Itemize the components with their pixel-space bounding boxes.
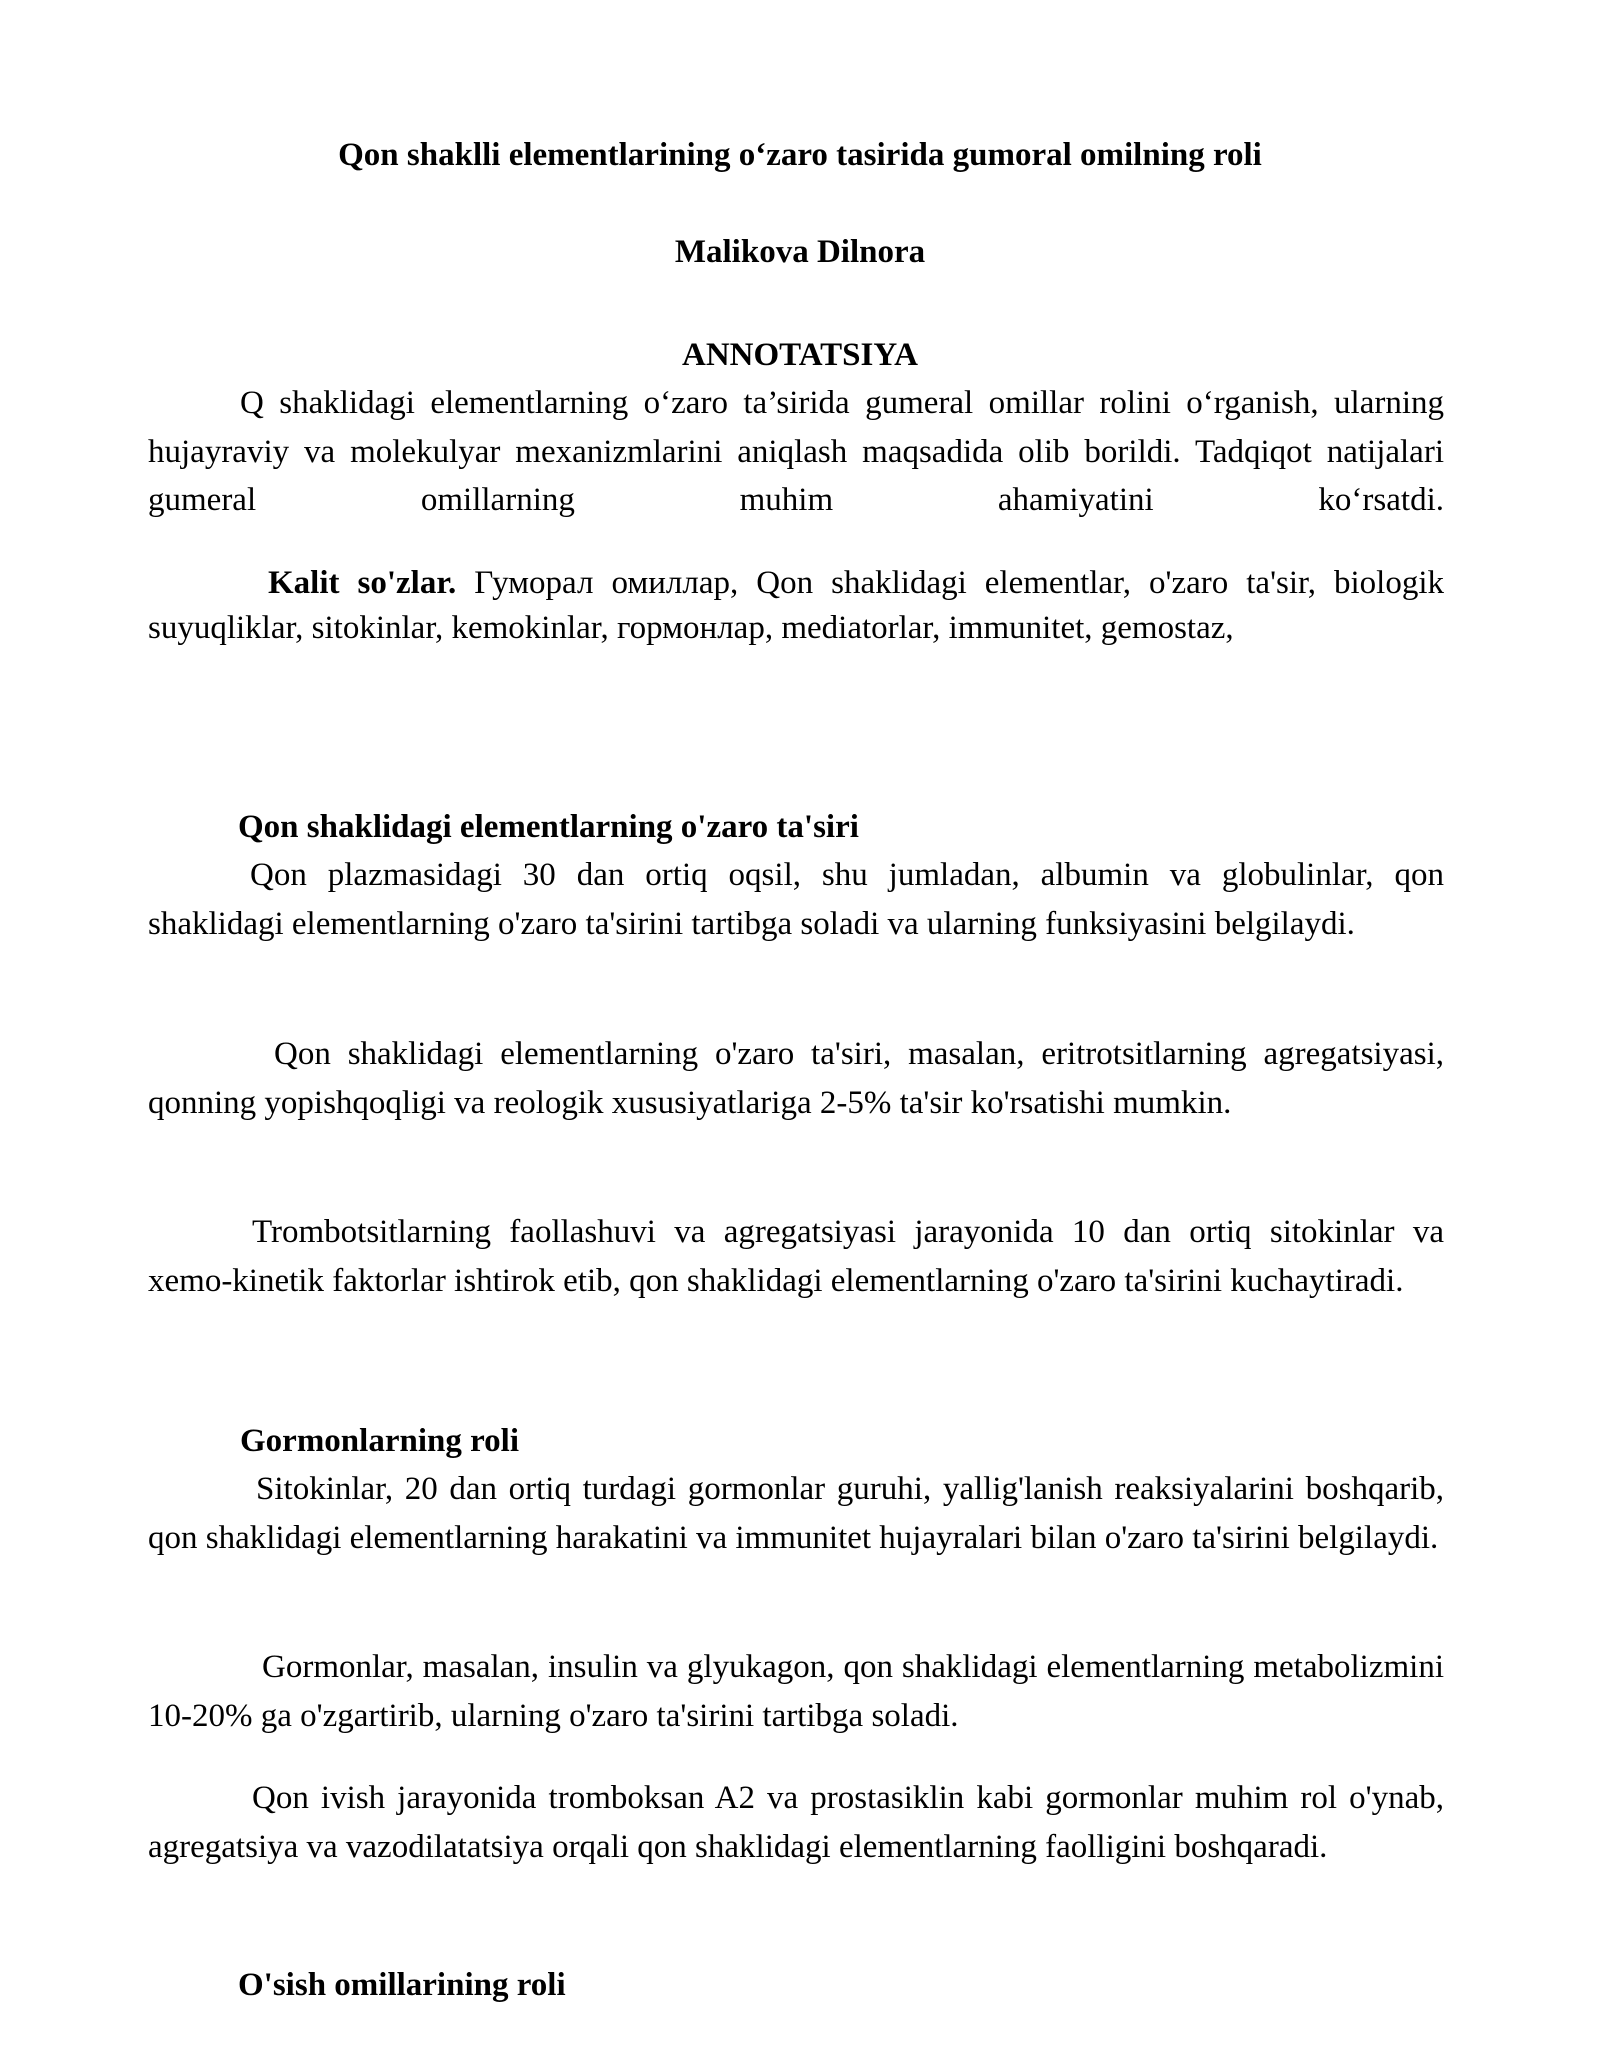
annotation-heading: ANNOTATSIYA — [682, 337, 918, 373]
section-paragraph: Gormonlar, masalan, insulin va glyukagon, qon shaklidagi elementlarning metabolizmini 10-20% ga o'zgartirib, ularning o'zaro ta'sirini tartibga soladi. — [148, 1649, 1444, 1734]
section-paragraph: Qon plazmasidagi 30 dan ortiq oqsil, shu jumladan, albumin va globulinlar, qon shaklidagi elementlarning o'zaro ta'sirini tartibga soladi va ularning funksiyasini belgilaydi. — [148, 857, 1444, 942]
annotation-text: Q shaklidagi elementlarning o‘zaro ta’sirida gumeral omillar rolini o‘rganish, ularning hujayraviy va molekulyar mexanizmlarini aniqlash maqsadida olib borildi. Tadqiqot natijalari gumeral omillarning muhim ahamiyatini ko‘rsatdi. — [148, 385, 1444, 518]
section-heading: Gormonlarning roli — [240, 1423, 519, 1459]
section-paragraph: Qon shaklidagi elementlarning o'zaro ta'siri, masalan, eritrotsitlarning agregatsiyasi, qonning yopishqoqligi va reologik xususiyatlariga 2-5% ta'sir ko'rsatishi mumkin. — [148, 1036, 1444, 1121]
keywords-label: Kalit so'zlar. — [268, 565, 457, 601]
keywords-paragraph — [148, 561, 1444, 651]
section-heading: Qon shaklidagi elementlarning o'zaro ta'siri — [238, 809, 859, 845]
section-heading: O'sish omillarining roli — [238, 1967, 566, 2003]
document-title: Qon shaklli elementlarining o‘zaro tasirida gumoral omilning roli — [338, 137, 1262, 173]
keywords-text: Гуморал омиллар, Qon shaklidagi elementlar, o'zaro ta'sir, biologik suyuqliklar, sitokinlar, kemokinlar, гормонлар, mediatorlar, immunitet, gemostaz, — [148, 565, 1444, 646]
author-name: Malikova Dilnora — [674, 234, 926, 270]
section-paragraph: Trombotsitlarning faollashuvi va agregatsiyasi jarayonida 10 dan ortiq sitokinlar va xemo-kinetik faktorlar ishtirok etib, qon shaklidagi elementlarning o'zaro ta'sirini kuchaytiradi. — [148, 1214, 1444, 1299]
section-paragraph: Qon ivish jarayonida tromboksan A2 va prostasiklin kabi gormonlar muhim rol o'ynab, agregatsiya va vazodilatatsiya orqali qon shaklidagi elementlarning faolligini boshqaradi. — [148, 1780, 1444, 1865]
section-paragraph: Sitokinlar, 20 dan ortiq turdagi gormonlar guruhi, yallig'lanish reaksiyalarini boshqarib, qon shaklidagi elementlarning harakatini va immunitet hujayralari bilan o'zaro ta'sirini belgilaydi. — [148, 1471, 1444, 1556]
